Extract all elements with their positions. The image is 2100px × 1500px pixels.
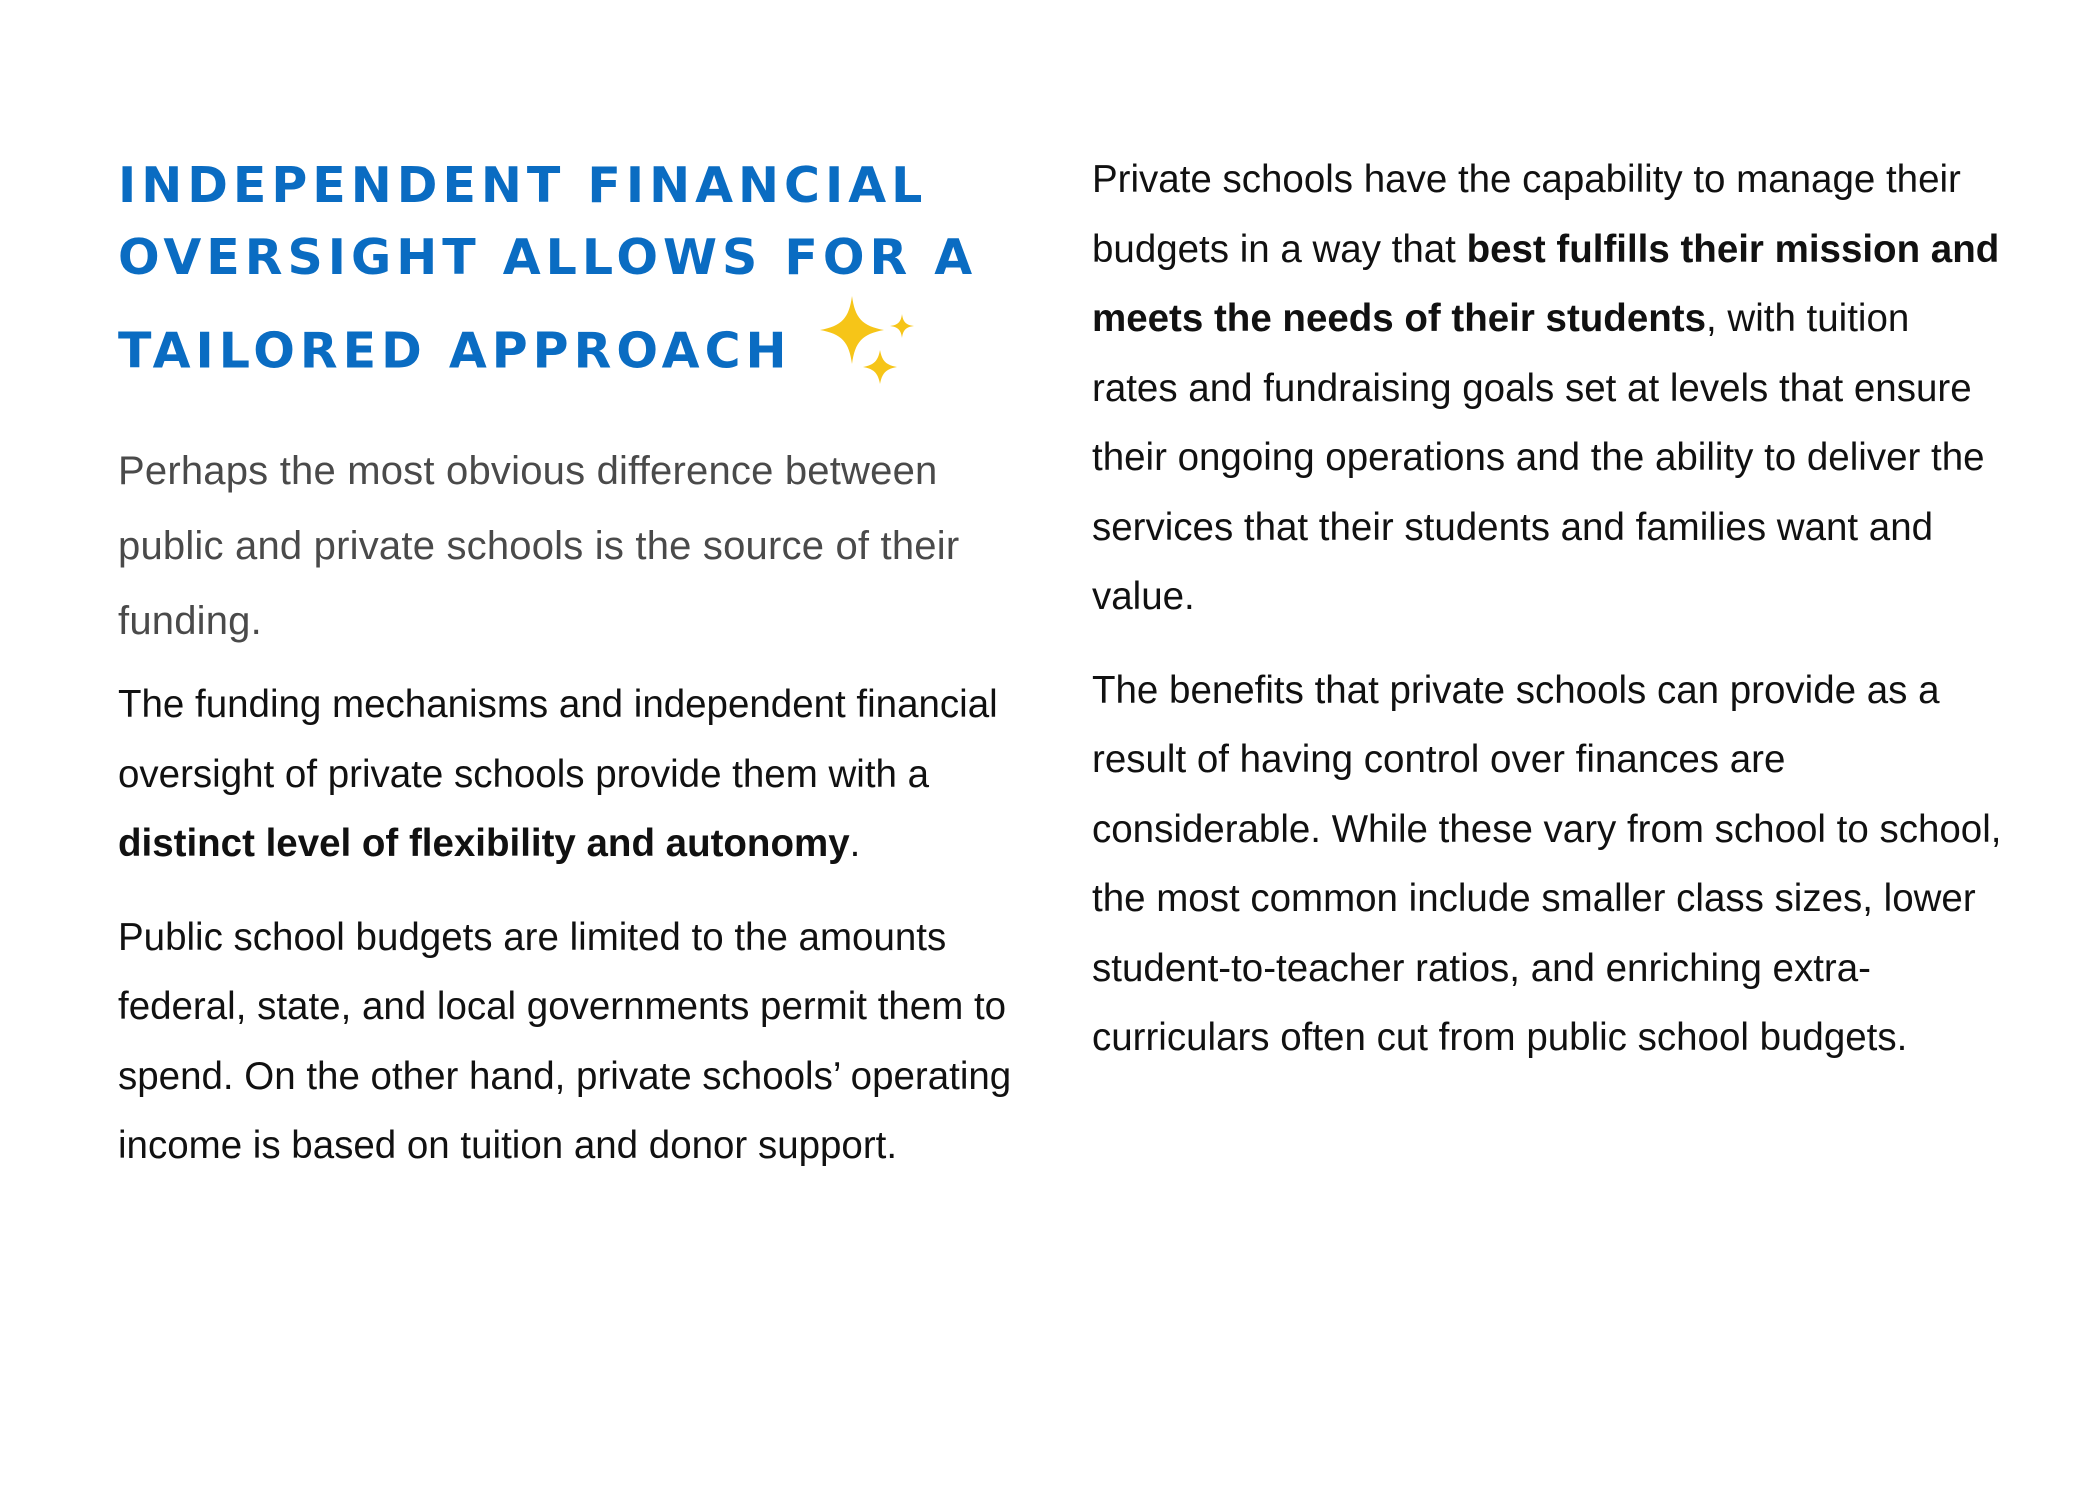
mission-emphasis: best fulfills their mission and meets the needs of their students (1092, 227, 2000, 340)
flexibility-emphasis: distinct level of flexibility and autonomy (118, 822, 850, 865)
left-column (118, 150, 1018, 1181)
sparkles-icon (814, 290, 924, 410)
benefits-paragraph: The benefits that private schools can provide as a result of having control over finances are considerable. While these vary from school to school, the most common include smaller class sizes, lower student-to-teacher ratios, and enriching extra-curriculars often cut from public school budgets. (1092, 668, 2002, 1059)
budget-capability-paragraph (1092, 145, 2002, 632)
section-heading (118, 150, 1018, 414)
funding-mechanisms-paragraph (118, 670, 1018, 879)
public-school-budgets-paragraph: Public school budgets are limited to the amounts federal, state, and local governments permit them to spend. On the other hand, private schools’ operating income is based on tuition and donor support. (118, 915, 1012, 1167)
heading-line-2: OVERSIGHT ALLOWS FOR A (118, 229, 978, 286)
heading-line-3-text: TAILORED APPROACH (118, 322, 792, 380)
right-column (1092, 145, 2002, 1073)
lead-paragraph: Perhaps the most obvious difference between public and private schools is the source of their funding. (118, 449, 960, 643)
capability-paragraph-end: , with tuition rates and fundraising goals set at levels that ensure their ongoing operations and the ability to deliver the services that their students and families want and value. (1092, 297, 1985, 618)
funding-paragraph-text: The funding mechanisms and independent financial oversight of private schools provide them with a (118, 683, 998, 796)
capability-paragraph-text: Private schools have the capability to manage their budgets in a way that (1092, 158, 1961, 271)
funding-paragraph-end: . (849, 822, 861, 865)
heading-line-3 (118, 294, 1018, 414)
heading-line-1: INDEPENDENT FINANCIAL (118, 157, 928, 214)
